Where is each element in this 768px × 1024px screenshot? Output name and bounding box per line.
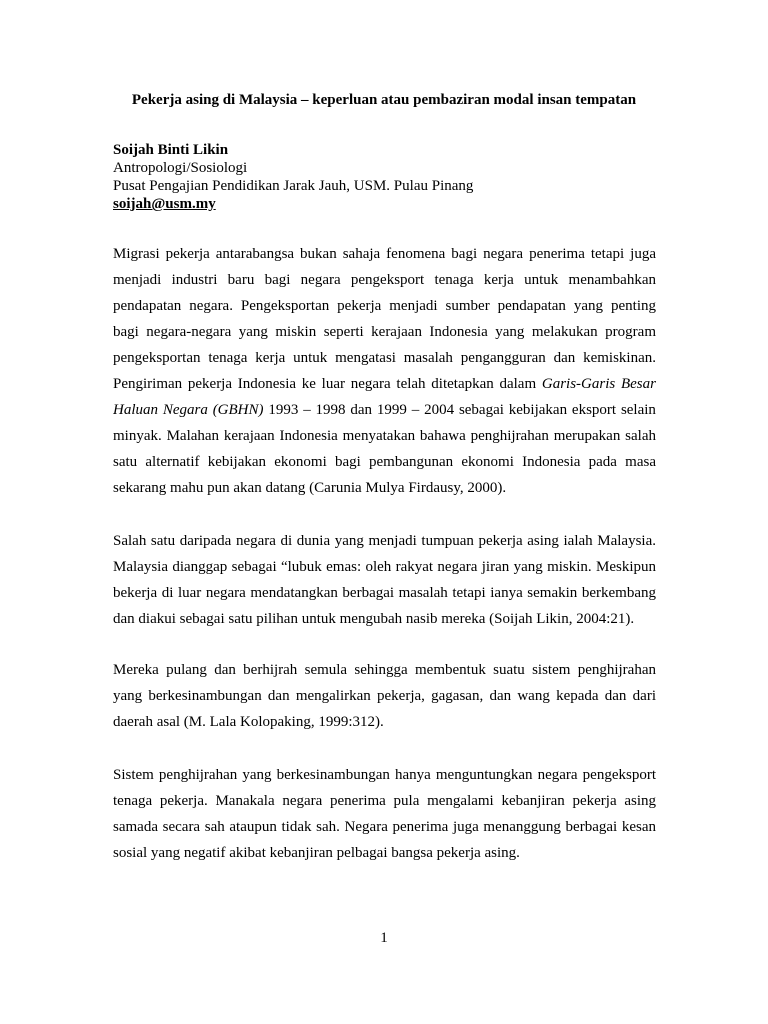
author-institution: Pusat Pengajian Pendidikan Jarak Jauh, USM. Pulau Pinang <box>113 178 474 194</box>
paragraph-1 <box>113 241 656 501</box>
paragraph-line: bekerja di luar negara mendatangkan berbagai masalah tetapi ianya semakin berkembang <box>113 585 656 601</box>
paragraph-line: yang berkesinambungan dan mengalirkan pekerja, gagasan, dan wang kepada dan dari <box>113 688 656 704</box>
paragraph-line: Malaysia dianggap sebagai “lubuk emas: oleh rakyat negara jiran yang miskin. Meskipun <box>113 559 656 575</box>
paragraph-line: dan diakui sebagai satu pilihan untuk mengubah nasib mereka (Soijah Likin, 2004:21). <box>113 611 635 627</box>
paragraph-line: daerah asal (M. Lala Kolopaking, 1999:312). <box>113 714 384 730</box>
paragraph-line: Haluan Negara (GBHN) 1993 – 1998 dan 1999 – 2004 sebagai kebijakan eksport selain <box>113 402 656 418</box>
paragraph-line: sosial yang negatif akibat kebanjiran pelbagai bangsa pekerja asing. <box>113 845 520 861</box>
author-block <box>113 141 673 213</box>
document-title: Pekerja asing di Malaysia – keperluan atau pembaziran modal insan tempatan <box>131 92 637 108</box>
author-email-link[interactable]: soijah@usm.my <box>113 196 216 212</box>
paragraph-line: samada secara sah ataupun tidak sah. Negara penerima juga menanggung berbagai kesan <box>113 819 656 835</box>
paragraph-line: Salah satu daripada negara di dunia yang menjadi tumpuan pekerja asing ialah Malaysia. <box>113 533 656 549</box>
page-number: 1 <box>380 930 388 946</box>
author-department: Antropologi/Sosiologi <box>113 160 248 176</box>
paragraph-2 <box>113 528 656 632</box>
paragraph-line: sekarang mahu pun akan datang (Carunia Mulya Firdausy, 2000). <box>113 480 507 496</box>
paragraph-line: satu alternatif kebijakan ekonomi bagi pembangunan ekonomi Indonesia pada masa <box>113 454 656 470</box>
paragraph-line: tenaga pekerja. Manakala negara penerima pula mengalami kebanjiran pekerja asing <box>113 793 656 809</box>
paragraph-line: Mereka pulang dan berhijrah semula sehingga membentuk suatu sistem penghijrahan <box>113 662 656 678</box>
paragraph-line: pengeksportan tenaga kerja untuk mengatasi masalah pengangguran dan kemiskinan. <box>113 350 656 366</box>
paragraph-4 <box>113 762 656 866</box>
paragraph-line: pendapatan negara. Pengeksportan pekerja menjadi sumber pendapatan yang penting <box>113 298 656 314</box>
paragraph-line: menjadi industri baru bagi negara pengeksport tenaga kerja untuk menambahkan <box>113 272 656 288</box>
paragraph-line: Sistem penghijrahan yang berkesinambungan hanya menguntungkan negara pengeksport <box>113 767 656 783</box>
author-name: Soijah Binti Likin <box>113 142 229 158</box>
paragraph-line: Pengiriman pekerja Indonesia ke luar negara telah ditetapkan dalam Garis-Garis Besar <box>113 376 656 392</box>
paragraph-line: bagi negara-negara yang miskin seperti kerajaan Indonesia yang melakukan program <box>113 324 656 340</box>
paragraph-line: minyak. Malahan kerajaan Indonesia menyatakan bahawa penghijrahan merupakan salah <box>113 428 656 444</box>
paragraph-3 <box>113 657 656 735</box>
paragraph-line: Migrasi pekerja antarabangsa bukan sahaja fenomena bagi negara penerima tetapi juga <box>113 246 656 262</box>
